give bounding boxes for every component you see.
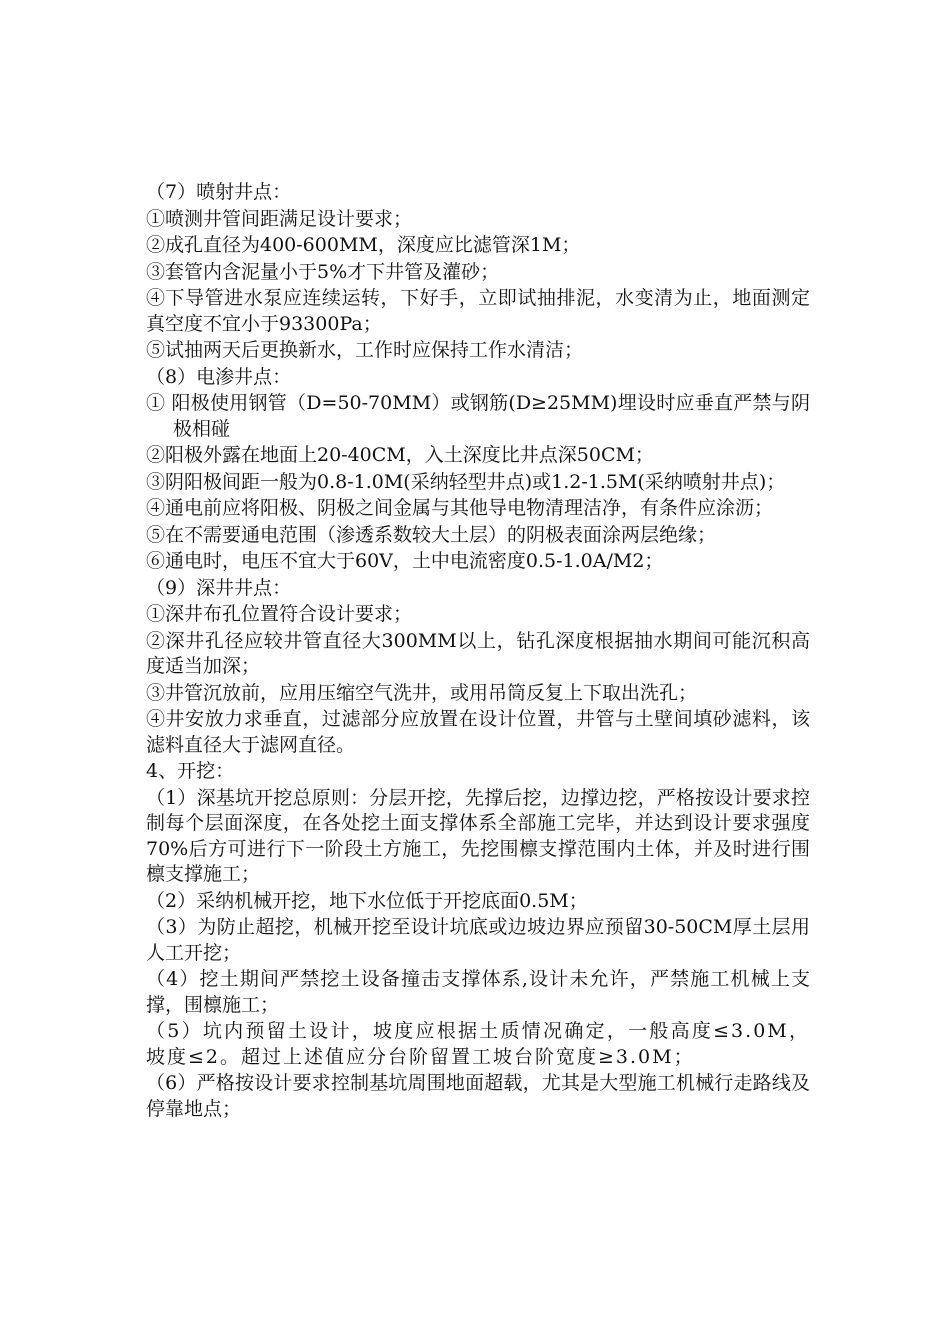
list-item: ① 阳极使用钢管（D=50-70MM）或钢筋(D≥25MM)埋设时应垂直严禁与阴极相碰 bbox=[146, 392, 810, 440]
section-heading-electroosmosis-wellpoint: （8）电渗井点： bbox=[146, 365, 292, 388]
list-item: ③井管沉放前，应用压缩空气洗井，或用吊筒反复上下取出洗孔； bbox=[146, 681, 698, 704]
section-heading-excavation: 4、开挖： bbox=[146, 760, 235, 782]
list-item: ④通电前应将阳极、阴极之间金属与其他导电物清理洁净，有条件应涂沥； bbox=[146, 497, 774, 519]
list-item: ⑥通电时，电压不宜大于60V，土中电流密度0.5-1.0A/M2； bbox=[146, 550, 664, 572]
document-body bbox=[146, 180, 810, 1123]
list-item: （3）为防止超挖，机械开挖至设计坑底或边坡边界应预留30-50CM厚土层用人工开挖； bbox=[146, 916, 810, 964]
list-item: ⑤试抽两天后更换新水，工作时应保持工作水清洁； bbox=[146, 339, 584, 361]
list-item: ④井安放力求垂直，过滤部分应放置在设计位置，井管与土壁间填砂滤料，该滤料直径大于滤网直径。 bbox=[146, 708, 810, 756]
list-item: ③套管内含泥量小于5%才下井管及灌砂； bbox=[146, 260, 500, 283]
list-item: ②深井孔径应较井管直径大300MM以上，钻孔深度根据抽水期间可能沉积高度适当加深； bbox=[146, 629, 810, 677]
list-item: （6）严格按设计要求控制基坑周围地面超载，尤其是大型施工机械行走路线及停靠地点； bbox=[146, 1072, 810, 1120]
list-item: ②成孔直径为400-600MM，深度应比滤管深1M； bbox=[146, 234, 581, 256]
list-item: （2）采纳机械开挖，地下水位低于开挖底面0.5M； bbox=[146, 889, 588, 912]
section-heading-deep-wellpoint: （9）深井井点： bbox=[146, 576, 292, 599]
list-item: ①深井布孔位置符合设计要求； bbox=[146, 603, 413, 625]
list-item: （5）坑内预留土设计，坡度应根据土质情况确定，一般高度≤3.0M，坡度≤2。超过上述值应分台阶留置工坡台阶宽度≥3.0M； bbox=[146, 1020, 810, 1068]
list-item: （4）挖土期间严禁挖土设备撞击支撑体系,设计未允许，严禁施工机械上支撑，围檩施工； bbox=[146, 968, 810, 1016]
list-item: （1）深基坑开挖总原则：分层开挖，先撑后挖，边撑边挖，严格按设计要求控制每个层面深度，在各处挖土面支撑体系全部施工完毕，并达到设计要求强度70%后方可进行下一阶段土方施工，先挖围檩支撑范围内土体，并及时进行围檩支撑施工； bbox=[146, 786, 810, 885]
list-item: ①喷测井管间距满足设计要求； bbox=[146, 207, 413, 230]
list-item: ②阳极外露在地面上20-40CM，入土深度比井点深50CM； bbox=[146, 444, 654, 466]
list-item: ③阴阳极间距一般为0.8-1.0M(采纳轻型井点)或1.2-1.5M(采纳喷射井点)； bbox=[146, 470, 786, 493]
list-item: ④下导管进水泵应连续运转，下好手，立即试抽排泥，水变清为止，地面测定真空度不宜小于93300Pa； bbox=[146, 287, 810, 335]
list-item: ⑤在不需要通电范围（渗透系数较大土层）的阴极表面涂两层绝缘； bbox=[146, 523, 717, 546]
section-heading-jet-wellpoint: （7）喷射井点： bbox=[146, 181, 292, 203]
